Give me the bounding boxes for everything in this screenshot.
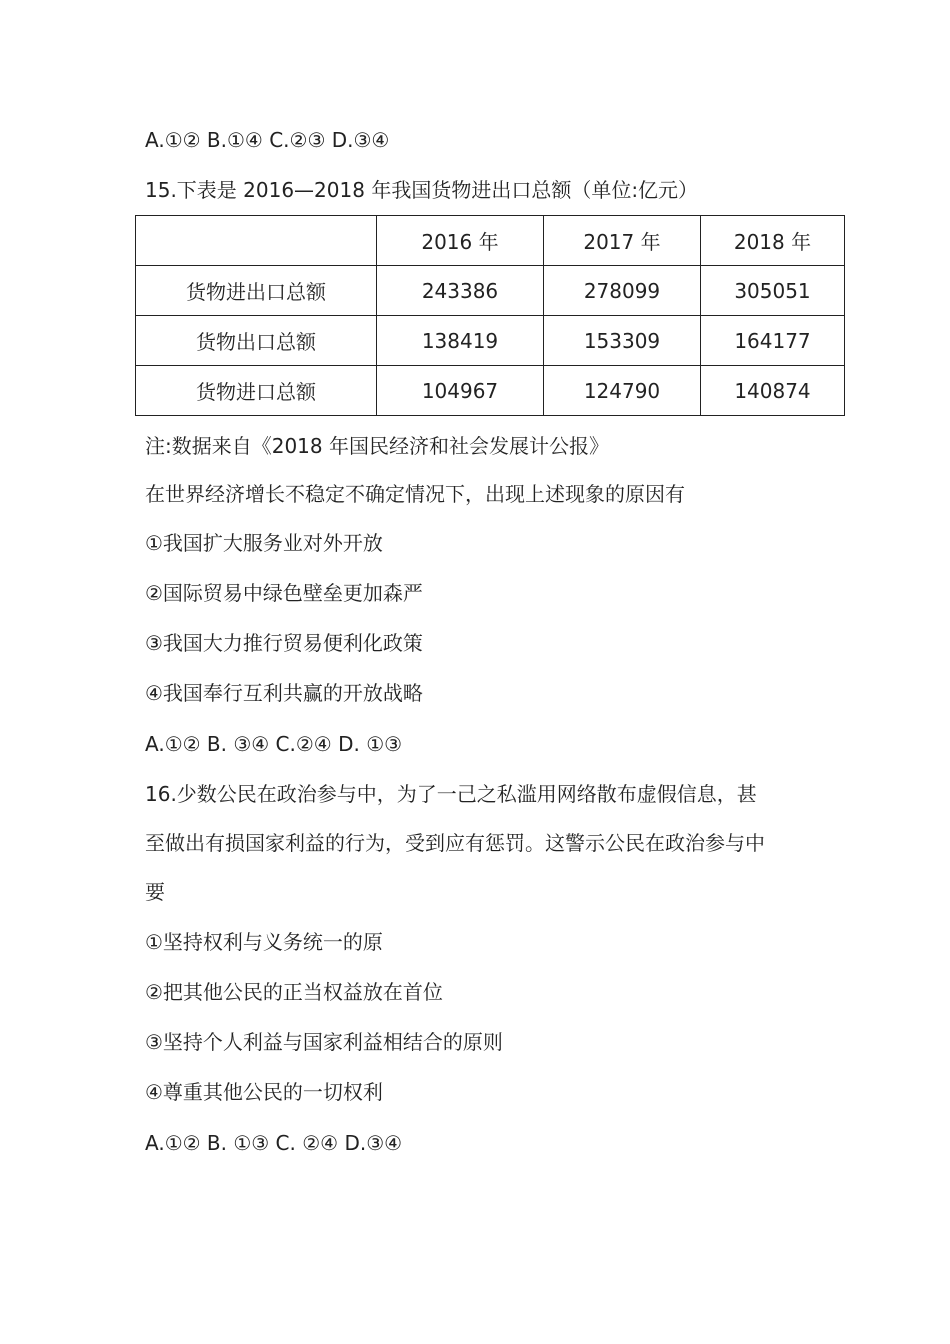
q15-option-4: ④我国奉行互利共赢的开放战略 xyxy=(145,681,423,705)
table-row xyxy=(136,266,845,316)
q16-option-3: ③坚持个人利益与国家利益相结合的原则 xyxy=(145,1030,503,1054)
q16-option-1: ①坚持权利与义务统一的原 xyxy=(145,930,383,954)
q15-option-1: ①我国扩大服务业对外开放 xyxy=(145,531,383,555)
q15-title: 15.下表是 2016—2018 年我国货物进出口总额（单位:亿元） xyxy=(145,178,699,202)
table-row xyxy=(136,316,845,366)
table-cell: 140874 xyxy=(701,366,845,416)
q16-option-4: ④尊重其他公民的一切权利 xyxy=(145,1080,383,1104)
table-row-label: 货物出口总额 xyxy=(136,316,377,366)
q14-answer-choices: A.①② B.①④ C.②③ D.③④ xyxy=(145,128,390,152)
q16-option-2: ②把其他公民的正当权益放在首位 xyxy=(145,980,443,1004)
q15-option-2: ②国际贸易中绿色壁垒更加森严 xyxy=(145,581,423,605)
trade-data-table xyxy=(135,215,845,416)
table-cell: 164177 xyxy=(701,316,845,366)
table-header-row xyxy=(136,216,845,266)
table-row xyxy=(136,366,845,416)
table-cell: 278099 xyxy=(544,266,701,316)
q15-answer-choices: A.①② B. ③④ C.②④ D. ①③ xyxy=(145,732,403,756)
table-cell: 104967 xyxy=(377,366,544,416)
table-header-cell: 2016 年 xyxy=(377,216,544,266)
q15-option-3: ③我国大力推行贸易便利化政策 xyxy=(145,631,423,655)
q16-stem-line-2: 至做出有损国家利益的行为，受到应有惩罚。这警示公民在政治参与中 xyxy=(145,831,765,855)
q16-stem-line-1: 16.少数公民在政治参与中，为了一己之私滥用网络散布虚假信息，甚 xyxy=(145,782,757,806)
table-cell: 138419 xyxy=(377,316,544,366)
table-header-cell xyxy=(136,216,377,266)
table-cell: 153309 xyxy=(544,316,701,366)
table-row-label: 货物进口总额 xyxy=(136,366,377,416)
q15-stem: 在世界经济增长不稳定不确定情况下，出现上述现象的原因有 xyxy=(145,482,685,506)
table-cell: 243386 xyxy=(377,266,544,316)
q16-stem-line-3: 要 xyxy=(145,880,165,904)
table-cell: 124790 xyxy=(544,366,701,416)
table-header-cell: 2017 年 xyxy=(544,216,701,266)
table-cell: 305051 xyxy=(701,266,845,316)
table-row-label: 货物进出口总额 xyxy=(136,266,377,316)
table-header-cell: 2018 年 xyxy=(701,216,845,266)
q16-answer-choices: A.①② B. ①③ C. ②④ D.③④ xyxy=(145,1131,403,1155)
q15-data-note: 注:数据来自《2018 年国民经济和社会发展计公报》 xyxy=(145,434,609,458)
